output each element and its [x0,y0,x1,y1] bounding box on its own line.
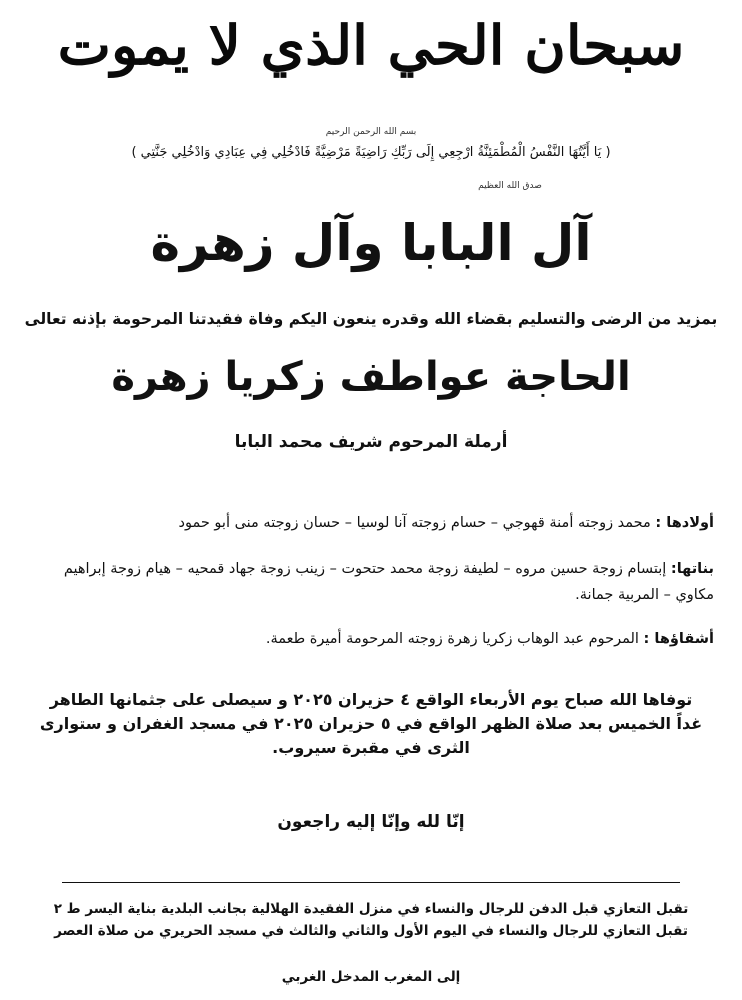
quran-verse: ( يَا أَيَّتُهَا النَّفْسُ الْمُطْمَئِنَّةُ ارْجِعِي إِلَى رَبِّكِ رَاضِيَةً مَرْضِيَّةً فَادْخُلِي فِي عِبَادِي وَادْخُلِي جَنَّتِي ) [131,145,611,160]
daughters-section [28,556,714,608]
header-calligraphy: سبحان الحي الذي لا يموت [57,13,685,77]
families-title: آل البابا وآل زهرة [150,214,592,272]
deceased-name: الحاجة عواطف زكريا زهرة [111,354,631,400]
siblings-list: المرحوم عبد الوهاب زكريا زهرة زوجته المرحومة أميرة طعمة. [265,631,639,647]
condolences-line: إلى المغرب المدخل الغربي [281,969,461,985]
sons-list: محمد زوجته أمنة قهوجي – حسام زوجته آنا لوسيا – حسان زوجته منى أبو حمود [178,515,651,531]
basmala: بسم الله الرحمن الرحيم [325,127,417,137]
death-notice-line: غداً الخميس بعد صلاة الظهر الواقع في ٥ حزيران ٢٠٢٥ في مسجد الغفران و ستوارى [39,714,703,733]
widow-of-line: أرملة المرحوم شريف محمد البابا [234,432,508,452]
death-notice [28,688,714,760]
death-notice-line: توفاها الله صباح يوم الأربعاء الواقع ٤ حزيران ٢٠٢٥ و سيصلى على جثمانها الطاهر [49,690,693,709]
siblings-section [28,626,714,652]
divider-rule [62,882,680,883]
daughters-label: بناتها: [670,561,714,577]
quran-phrase: إنّا لله وإنّا إليه راجعون [277,812,465,832]
daughters-list: إبتسام زوجة حسين مروه – لطيفة زوجة محمد حتحوت – زينب زوجة جهاد قمحيه – هيام زوجة إبراهيم مكاوي – المربية جمانة. [63,561,714,603]
condolences-line: تقبل التعازي قبل الدفن للرجال والنساء في منزل الفقيدة الهلالية بجانب البلدية بناية اليسر ط ٢ [53,901,689,917]
announcement-text: بمزيد من الرضى والتسليم بقضاء الله وقدره ينعون اليكم وفاة فقيدتنا المرحومة بإذنه تعالى [24,310,718,328]
sadaq-allah: صدق الله العظيم [478,181,542,191]
condolences-line: تقبل التعازي للرجال والنساء في اليوم الأول والثاني والثالث في مسجد الحريري من صلاة العصر [54,923,688,939]
sons-label: أولادها : [655,515,714,531]
death-notice-line: الثرى في مقبرة سيروب. [272,738,470,757]
siblings-label: أشقاؤها : [643,631,714,647]
sons-section [28,510,714,536]
